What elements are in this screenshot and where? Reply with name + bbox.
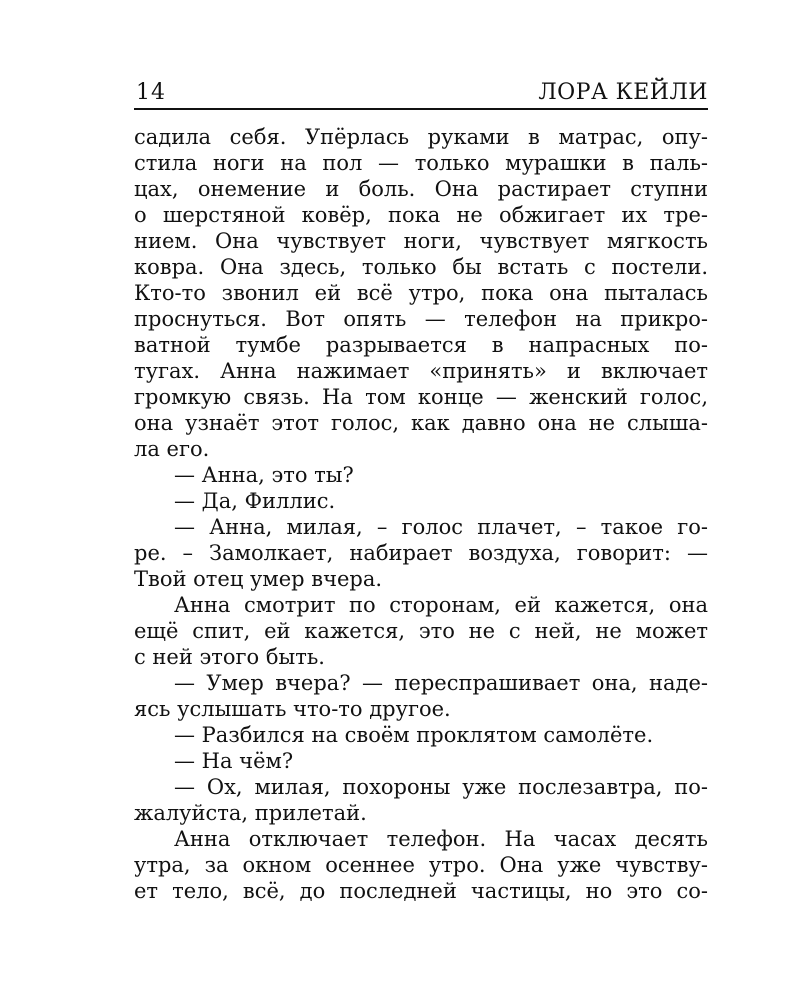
text-line: громкую связь. На том конце — женский голос, [134, 385, 708, 409]
text-line: с ней этого быть. [134, 645, 325, 669]
text-line: ковра. Она здесь, только бы встать с постели. [134, 255, 708, 279]
text-line: — Анна, это ты? [174, 463, 354, 487]
text-line: — Разбился на своём проклятом самолёте. [174, 723, 654, 747]
text-line: Кто-то звонил ей всё утро, пока она пыталась [134, 281, 708, 305]
text-line: ватной тумбе разрывается в напрасных по- [134, 333, 708, 357]
body-text [134, 124, 708, 904]
text-line: стила ноги на пол — только мурашки в паль- [134, 151, 708, 175]
text-line: ещё спит, ей кажется, это не с ней, не может [134, 619, 708, 643]
text-line: ла его. [134, 437, 210, 461]
text-line: жалуйста, прилетай. [134, 801, 367, 825]
text-line: тугах. Анна нажимает «принять» и включает [134, 359, 708, 383]
page-number: 14 [136, 80, 166, 105]
running-header [134, 78, 708, 110]
text-line: ясь услышать что-то другое. [134, 697, 451, 721]
text-line: ет тело, всё, до последней частицы, но это со- [134, 879, 708, 903]
text-line: Анна смотрит по сторонам, ей кажется, она [174, 593, 708, 617]
text-line: Анна отключает телефон. На часах десять [174, 827, 708, 851]
text-line: — На чём? [174, 749, 294, 773]
text-line: — Анна, милая, – голос плачет, – такое го- [174, 515, 708, 539]
text-line: садила себя. Упёрлась руками в матрас, опу- [134, 125, 708, 149]
text-line: Твой отец умер вчера. [134, 567, 383, 591]
text-line: о шерстяной ковёр, пока не обжигает их тре- [134, 203, 708, 227]
text-line: — Да, Филлис. [174, 489, 336, 513]
text-line: проснуться. Вот опять — телефон на прикро- [134, 307, 708, 331]
text-line: — Умер вчера? — переспрашивает она, наде- [174, 671, 708, 695]
text-line: утра, за окном осеннее утро. Она уже чувству- [134, 853, 708, 877]
text-line: — Ох, милая, похороны уже послезавтра, по- [174, 775, 708, 799]
running-title: ЛОРА КЕЙЛИ [538, 80, 708, 105]
text-line: она узнаёт этот голос, как давно она не слыша- [134, 411, 708, 435]
text-line: ре. – Замолкает, набирает воздуха, говорит: — [134, 541, 708, 565]
text-line: нием. Она чувствует ноги, чувствует мягкость [134, 229, 708, 253]
text-line: цах, онемение и боль. Она растирает ступни [134, 177, 708, 201]
